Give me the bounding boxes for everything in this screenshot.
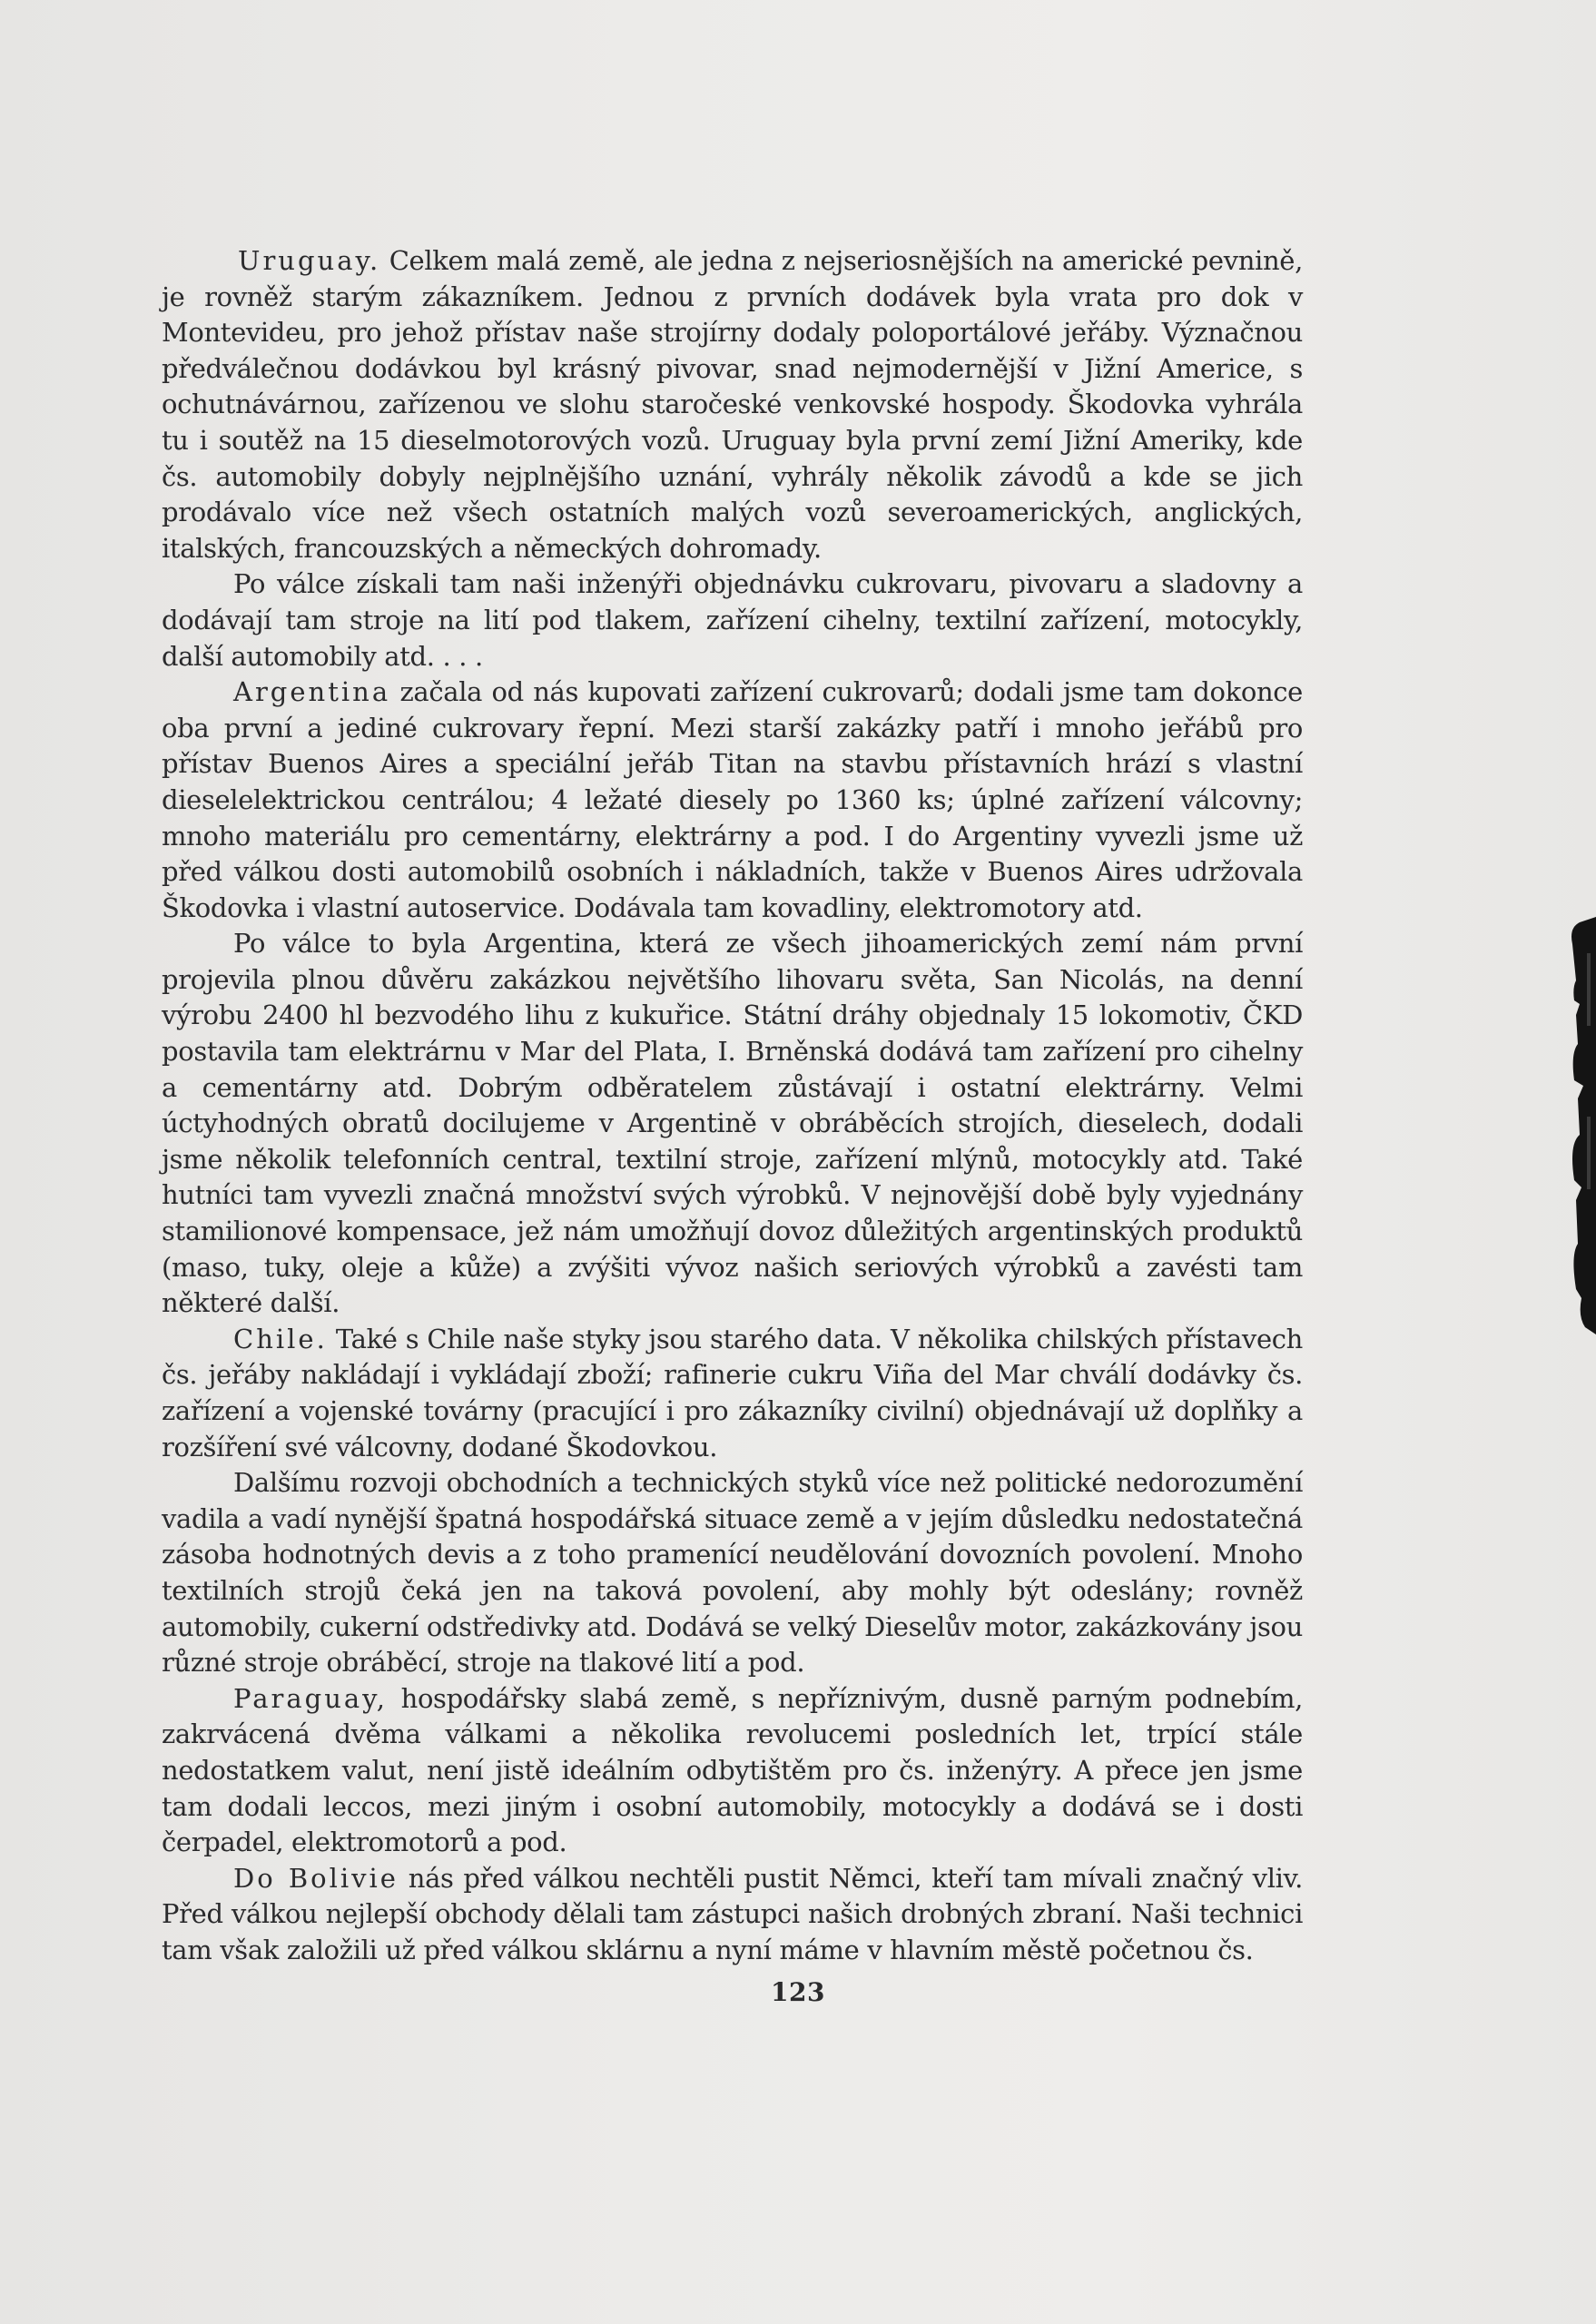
paragraph-text: začala od nás kupovati zařízení cukrovarů; dodali jsme tam dokonce oba první a jediné cukrovary řepní. Mezi starší zakázky patří i mnoho jeřábů pro přístav Buenos Aires a speciální jeřáb Titan na stavbu přístavních hrází s vlastní dieselelektrickou centrálou; 4 ležaté diesely po 1360 ks; úplné zařízení válcovny; mnoho materiálu pro cementárny, elektrárny a pod. I do Argentiny vyvezli jsme už před válkou dosti automobilů osobních i nákladních, takže v Buenos Aires udržovala Škodovka i vlastní autoservice. Dodávala tam kovadliny, elektromotory atd.	[162, 676, 1303, 923]
paragraph-text: Dalšímu rozvoji obchodních a technických styků více než politické nedorozumění vadila a vadí nynější špatná hospodářská situace země a v jejím důsledku nedostatečná zásoba hodnotných devis a z toho pramenící neudělování dovozních povolení. Mnoho textilních strojů čeká jen na taková povolení, aby mohly být odeslány; rovněž automobily, cukerní odstředivky atd. Dodává se velký Dieselův motor, zakázkovány jsou různé stroje obráběcí, stroje na tlakové lití a pod.	[162, 1467, 1303, 1679]
body-text	[162, 243, 1303, 1969]
paragraph-chile-development	[162, 1465, 1303, 1681]
paragraph-after-war-uruguay	[162, 566, 1303, 675]
paragraph-after-war-argentina	[162, 926, 1303, 1322]
paragraph-chile	[162, 1322, 1303, 1465]
lead-word-uruguay: Uruguay.	[238, 245, 381, 276]
binder-clip-shape	[1560, 917, 1596, 1334]
lead-word-argentina: Argentina	[233, 676, 391, 708]
paragraph-paraguay	[162, 1681, 1303, 1861]
paragraph-text: Po válce to byla Argentina, která ze všech jihoamerických zemí nám první projevila plnou důvěru zakázkou největšího lihovaru světa, San Nicolás, na denní výrobu 2400 hl bezvodého lihu z kukuřice. Státní dráhy objednaly 15 lokomotiv, ČKD postavila tam elektrárnu v Mar del Plata, I. Brněnská dodává tam zařízení pro cihelny a cementárny atd. Dobrým odběratelem zůstávají i ostatní elektrárny. Velmi úctyhodných obratů docilujeme v Argentině v obráběcích strojích, dieselech, dodali jsme několik telefonních central, textilní stroje, zařízení mlýnů, motocykly atd. Také hutníci tam vyvezli značná množství svých výrobků. V nejnovější době byly vyjednány stamilionové kompensace, jež nám umožňují dovoz důležitých argentinských produktů (maso, tuky, oleje a kůže) a zvýšiti vývoz našich seriových výrobků a zavésti tam některé další.	[162, 928, 1303, 1319]
paragraph-bolivia	[162, 1861, 1303, 1969]
paragraph-text: nás před válkou nechtěli pustit Němci, kteří tam mívali značný vliv. Před válkou nejlepší obchody dělali tam zástupci našich drobných zbraní. Naši technici tam však založili už před válkou sklárnu a nyní máme v hlavním městě početnou čs.	[162, 1862, 1304, 1965]
paragraph-text: Celkem malá země, ale jedna z nejseriosnějších na americké pevnině, je rovněž starým zákazníkem. Jednou z prvních dodávek byla vrata pro dok v Montevideu, pro jehož přístav naše strojírny dodaly poloportálové jeřáby. Význačnou předválečnou dodávkou byl krásný pivovar, snad nejmodernější v Jižní Americe, s ochutnávárnou, zařízenou ve slohu staročeské venkovské hospody. Škodovka vyhrála tu i soutěž na 15 dieselmotorových vozů. Uruguay byla první zemí Jižní Ameriky, kde čs. automobily dobyly nejplnějšího uznání, vyhrály několik závodů a kde se jich prodávalo více než všech ostatních malých vozů severoamerických, anglických, italských, francouzských a německých dohromady.	[162, 245, 1303, 564]
paragraph-uruguay	[162, 243, 1303, 566]
paragraph-argentina	[162, 675, 1303, 926]
paragraph-text: Po válce získali tam naši inženýři objednávku cukrovaru, pivovaru a sladovny a dodávají tam stroje na lití pod tlakem, zařízení cihelny, textilní zařízení, motocykly, další automobily atd. . . .	[162, 568, 1303, 672]
paragraph-text: Také s Chile naše styky jsou starého data. V několika chilských přístavech čs. jeřáby nakládají i vykládají zboží; rafinerie cukru Viña del Mar chválí dodávky čs. zařízení a vojenské továrny (pracující i pro zákazníky civilní) objednávají už doplňky a rozšíření své válcovny, dodané Škodovkou.	[162, 1323, 1303, 1462]
lead-word-bolivia: Do Bolivie	[233, 1862, 399, 1894]
lead-word-chile: Chile.	[233, 1323, 328, 1354]
page-number: 123	[771, 1977, 825, 2007]
paragraph-text: hospodářsky slabá země, s nepříznivým, dusně parným podnebím, zakrvácená dvěma válkami a několika revolucemi posledních let, trpící stále nedostatkem valut, není jistě ideálním odbytištěm pro čs. inženýry. A přece jen jsme tam dodali leccos, mezi jiným i osobní automobily, motocykly a dodává se i dosti čerpadel, elektromotorů a pod.	[162, 1682, 1303, 1858]
lead-word-paraguay: Paraguay,	[233, 1682, 388, 1714]
